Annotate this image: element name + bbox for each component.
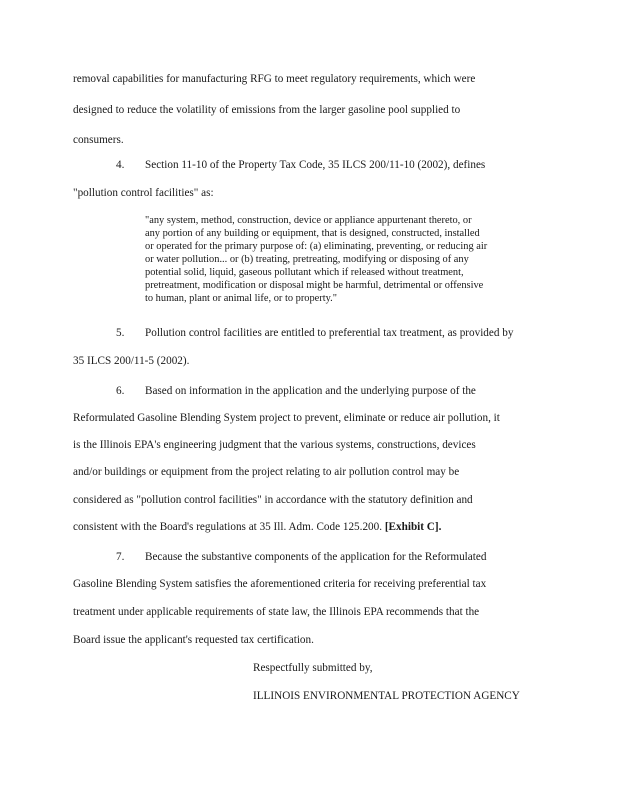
para6-last-line — [73, 521, 441, 533]
para4-number: 4. — [116, 159, 125, 171]
quote-line-7: to human, plant or animal life, or to property." — [145, 293, 337, 304]
quote-line-5: potential solid, liquid, gaseous pollutant which if released without treatment, — [145, 267, 464, 278]
quote-line-1: "any system, method, construction, device or appliance appurtenant thereto, or — [145, 215, 472, 226]
para6-line-2: Reformulated Gasoline Blending System project to prevent, eliminate or reduce air pollution, it — [73, 412, 500, 424]
quote-line-6: pretreatment, modification or disposal might be harmful, detrimental or offensive — [145, 280, 484, 291]
intro-line-2: designed to reduce the volatility of emissions from the larger gasoline pool supplied to — [73, 104, 461, 116]
para6-line-5: considered as "pollution control facilities" in accordance with the statutory definition and — [73, 494, 473, 506]
para6-number: 6. — [116, 385, 125, 397]
para4-line-2: "pollution control facilities" as: — [73, 187, 214, 199]
intro-line-3: consumers. — [73, 134, 124, 146]
para7-number: 7. — [116, 551, 125, 563]
intro-line-1: removal capabilities for manufacturing RFG to meet regulatory requirements, which were — [73, 73, 476, 85]
para7-line-2: Gasoline Blending System satisfies the aforementioned criteria for receiving preferential tax — [73, 578, 487, 590]
para7-line-4: Board issue the applicant's requested tax certification. — [73, 634, 314, 646]
para6-line-4: and/or buildings or equipment from the project relating to air pollution control may be — [73, 466, 460, 478]
exhibit-reference: [Exhibit C]. — [384, 521, 442, 533]
para6-line-1: Based on information in the application and the underlying purpose of the — [145, 385, 476, 397]
para7-line-3: treatment under applicable requirements of state law, the Illinois EPA recommends that the — [73, 606, 480, 618]
quote-line-3: or operated for the primary purpose of: (a) eliminating, preventing, or reducing air — [145, 241, 488, 252]
quote-line-4: or water pollution... or (b) treating, pretreating, modifying or disposing of any — [145, 254, 469, 265]
para4-line-1: Section 11-10 of the Property Tax Code, 35 ILCS 200/11-10 (2002), defines — [145, 159, 486, 171]
agency-name: ILLINOIS ENVIRONMENTAL PROTECTION AGENCY — [253, 690, 520, 702]
para5-number: 5. — [116, 327, 125, 339]
para5-line-2: 35 ILCS 200/11-5 (2002). — [73, 355, 190, 367]
closing-text: Respectfully submitted by, — [253, 662, 373, 674]
para6-line-3: is the Illinois EPA's engineering judgment that the various systems, constructions, devices — [73, 439, 476, 451]
quote-line-2: any portion of any building or equipment, that is designed, constructed, installed — [145, 228, 480, 239]
para6-last-line-text: consistent with the Board's regulations at 35 Ill. Adm. Code 125.200. — [73, 521, 383, 533]
para5-line-1: Pollution control facilities are entitled to preferential tax treatment, as provided by — [145, 327, 514, 339]
para7-line-1: Because the substantive components of the application for the Reformulated — [145, 551, 487, 563]
